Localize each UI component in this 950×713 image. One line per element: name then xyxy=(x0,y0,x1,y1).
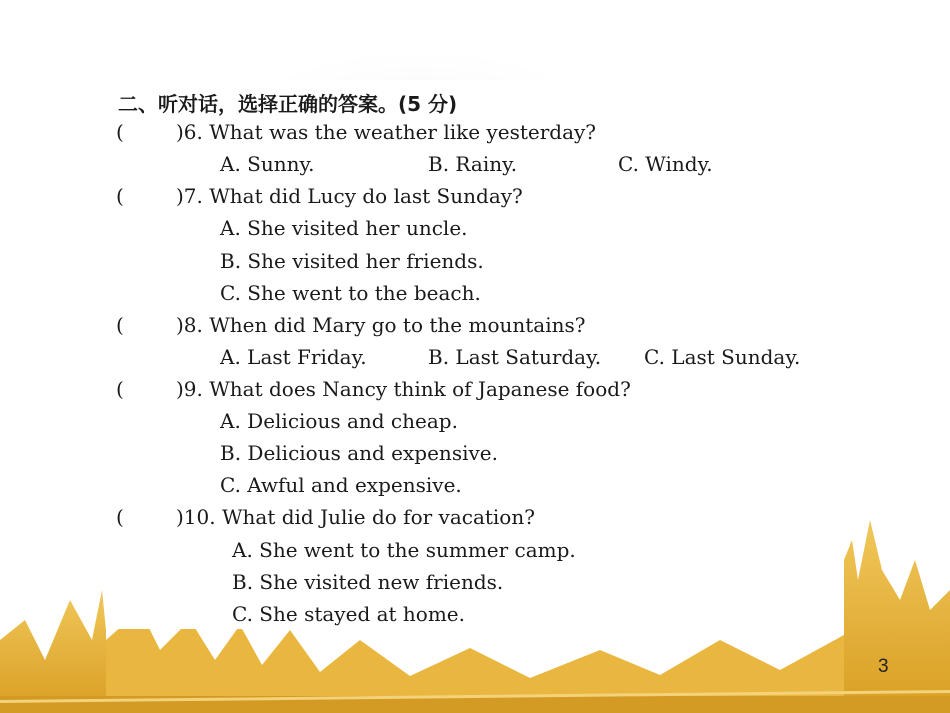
question-text: )8. When did Mary go to the mountains? xyxy=(176,313,586,337)
section-heading: 二、听对话，选择正确的答案。(5 分) xyxy=(118,92,458,116)
answer-bracket: ( xyxy=(116,505,124,529)
option-b: B. Rainy. xyxy=(428,152,518,176)
option-c: C. Last Sunday. xyxy=(644,345,801,369)
option-a: A. She went to the summer camp. xyxy=(232,538,576,562)
question-text: )9. What does Nancy think of Japanese food? xyxy=(176,377,631,401)
question-text: )6. What was the weather like yesterday? xyxy=(176,120,597,144)
option-a: A. She visited her uncle. xyxy=(220,216,468,240)
option-c: C. Awful and expensive. xyxy=(220,473,462,497)
option-b: B. She visited her friends. xyxy=(220,249,484,273)
option-c: C. She went to the beach. xyxy=(220,281,481,305)
option-a: A. Delicious and cheap. xyxy=(220,409,458,433)
option-b: B. Delicious and expensive. xyxy=(220,441,498,465)
option-c: C. Windy. xyxy=(618,152,713,176)
question-text: )7. What did Lucy do last Sunday? xyxy=(176,184,523,208)
option-a: A. Sunny. xyxy=(220,152,315,176)
option-a: A. Last Friday. xyxy=(220,345,367,369)
page-number: 3 xyxy=(878,656,889,677)
answer-bracket: ( xyxy=(116,313,124,337)
answer-bracket: ( xyxy=(116,377,124,401)
option-c: C. She stayed at home. xyxy=(232,602,465,626)
option-b: B. Last Saturday. xyxy=(428,345,602,369)
option-b: B. She visited new friends. xyxy=(232,570,504,594)
question-text: )10. What did Julie do for vacation? xyxy=(176,505,535,529)
answer-bracket: ( xyxy=(116,184,124,208)
answer-bracket: ( xyxy=(116,120,124,144)
